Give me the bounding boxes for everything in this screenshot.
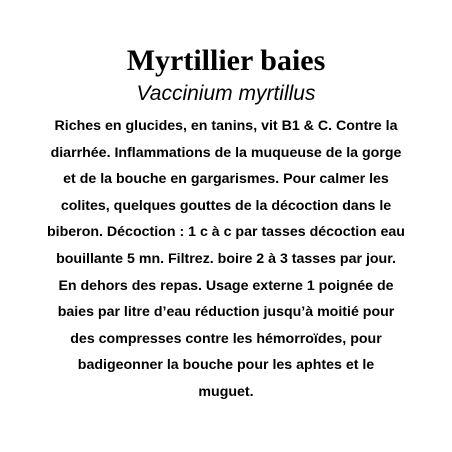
body-line-5: biberon. Décoction : 1 c à c par tasses décoction eau [47,224,405,241]
body-line-2: diarrhée. Inflammations de la muqueuse de la gorge [50,144,402,161]
document-title: Myrtillier baies [126,44,326,77]
body-line-9: des compresses contre les hémorroïdes, pour [70,330,382,347]
document-body [30,113,422,406]
body-line-6: bouillante 5 mn. Filtrez. boire 2 à 3 tasses par jour. [56,250,396,267]
document-subtitle: Vaccinium myrtillus [136,82,316,105]
body-line-8: baies par litre d’eau réduction jusqu’à moitié pour [57,304,395,321]
body-line-7: En dehors des repas. Usage externe 1 poignée de [58,277,394,294]
body-line-11: muguet. [198,383,254,400]
body-line-10: badigeonner la bouche pour les aphtes et le [77,357,375,374]
body-line-1: Riches en glucides, en tanins, vit B1 & C. Contre la [54,118,398,134]
body-line-4: colites, quelques gouttes de la décoction dans le [60,197,392,214]
body-line-3: et de la bouche en gargarismes. Pour calmer les [63,171,389,188]
